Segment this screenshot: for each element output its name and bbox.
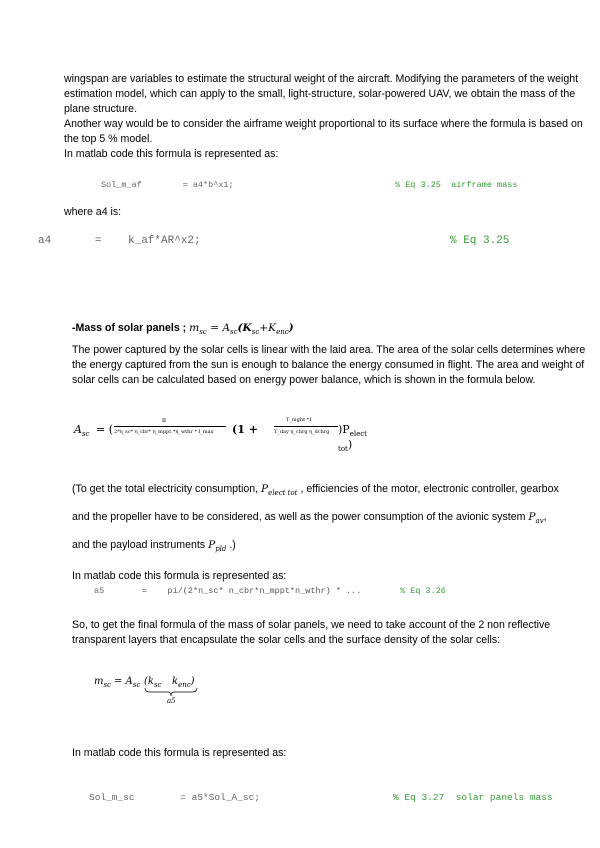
code-comment-airframe: % Eq 3.25 airframe mass <box>395 180 518 190</box>
code-var-a4: a4 <box>38 235 52 247</box>
paragraph-matlab-intro-2: In matlab code this formula is represented as: <box>72 570 287 582</box>
section-heading-solar-mass <box>72 322 294 336</box>
code-comment-a5: % Eq 3.26 <box>400 586 446 596</box>
code-line-a5: = pi/(2*n_sc* n_cbr*n_mppt*n_wthr) * ... <box>142 586 362 596</box>
code-comment-a4: % Eq 3.25 <box>450 235 510 247</box>
paragraph-matlab-intro-3: In matlab code this formula is represented as: <box>72 747 287 759</box>
equation-solar-mass: $m_{sc}$ = $A_{sc}$ ($k_{sc}$ $k_{enc}$) a5 <box>94 676 234 708</box>
equation-solar-area: $A_{sc}$ = ( π 2*η_sc* η_cbr* η_mppt *η_wthr * I_max (1 + T_night *1 T_day η_chrg η_dchrg )$P_{elect tot}$) <box>74 417 367 453</box>
fraction-bar-1 <box>114 426 226 427</box>
fraction-bar-2 <box>274 426 338 427</box>
code-line-airframe: Sol_m_af = a4*b^x1; <box>101 180 234 190</box>
paragraph-power-captured: The power captured by the solar cells is linear with the laid area. The area of the solar cells determines where the energy captured from the sun is enough to balance the energy consumed in flight. The area and weight of solar cells can be calculated based on energy power balance, which is shown in the formula below. <box>72 344 586 387</box>
paragraph-final-formula: So, to get the final formula of the mass of solar panels, we need to take account of the 2 non reflective transparent layers that encapsulate the solar cells and the surface density of the solar cells: <box>72 619 551 647</box>
section-title: -Mass of solar panels ; <box>72 322 187 334</box>
paragraph-airframe-proportional: Another way would be to consider the airframe weight proportional to its surface where the formula is based on the top 5 % model. <box>64 118 583 146</box>
paragraph-electricity-consumption: (To get the total electricity consumption, $P_{elect tot}$ , efficiencies of the motor, electronic controller, gearbox and the propeller have to be considered, as well as the power consumption of the avionic system $P_{av}$, and the payload instruments $P_{pld}$ .) <box>72 483 559 553</box>
code-comment-solar-mass: % Eq 3.27 solar panels mass <box>393 792 553 803</box>
code-line-a4: = k_af*AR^x2; <box>95 235 201 247</box>
paragraph-structure-mass: wingspan are variables to estimate the structural weight of the aircraft. Modifying the parameters of the weight estimation model, which can apply to the small, light-structure, solar-powered UAV, we obtain the mass of the plane structure. <box>64 73 579 116</box>
paragraph-matlab-intro-1: In matlab code this formula is represented as: <box>64 148 279 160</box>
section-formula: $m_{sc} = A_{sc}(K_{sc}+K_{enc})$ <box>189 322 294 336</box>
code-line-solar-mass: Sol_m_sc = a5*Sol_A_sc; <box>89 792 261 803</box>
where-a4-label: where a4 is: <box>64 206 122 218</box>
underbrace <box>144 687 198 697</box>
code-var-a5: a5 <box>94 586 105 596</box>
